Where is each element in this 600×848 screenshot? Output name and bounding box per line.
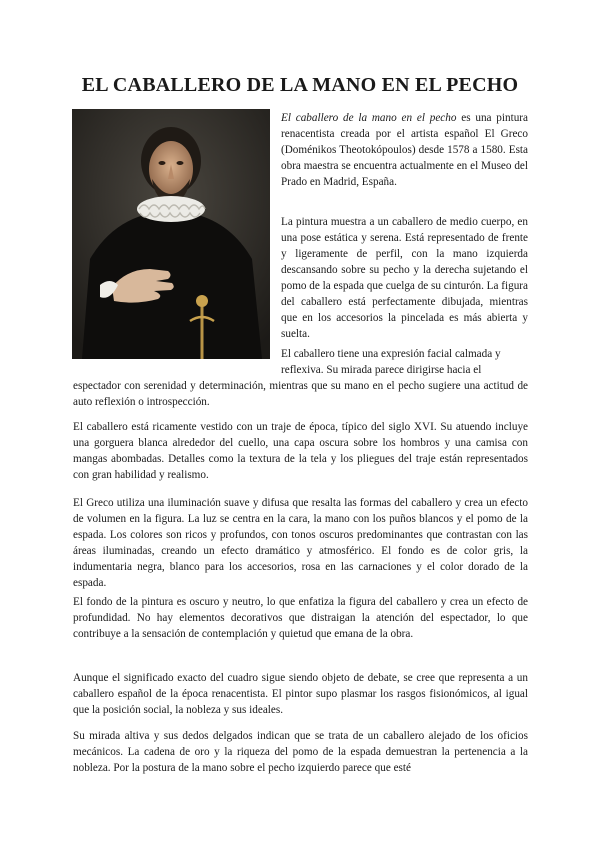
- painting-image: [72, 109, 270, 359]
- paragraph-lighting: [73, 495, 528, 591]
- paragraph-meaning: [73, 670, 528, 718]
- painting-title-italic: El caballero de la mano en el pecho: [281, 112, 457, 124]
- paragraph-intro: [281, 110, 528, 190]
- meaning-text: Aunque el significado exacto del cuadro sigue siendo objeto de debate, se cree que representa a un caballero español de la época renacentista. El pintor supo plasmar los rasgos fisionómicos, al igual que la posición social, la nobleza y sus ideales.: [73, 672, 528, 716]
- paragraph-pose: [281, 214, 528, 342]
- expression-rest: espectador con serenidad y determinación, mientras que su mano en el pecho sugiere una actitud de auto reflexión o introspección.: [73, 380, 528, 408]
- expression-line-2: reflexiva. Su mirada parece dirigirse hacia el: [281, 364, 482, 376]
- paragraph-background: [73, 594, 528, 642]
- paragraph-expression-end: [73, 378, 528, 410]
- paragraph-expression-start: [281, 346, 528, 378]
- page-title: EL CABALLERO DE LA MANO EN EL PECHO: [81, 74, 519, 96]
- intro-text: es una pintura renacentista creada por el artista español El Greco (Doménikos Theotokópoulos) desde 1578 a 1580. Esta obra maestra se encuentra actualmente en el Museo del Prado en Madrid, España.: [281, 112, 528, 188]
- gaze-text: Su mirada altiva y sus dedos delgados indican que se trata de un caballero alejado de los oficios mecánicos. La cadena de oro y la riqueza del pomo de la espada demuestran la pertenencia a la nobleza. Por la postura de la mano sobre el pecho izquierdo parece que esté: [73, 730, 528, 774]
- lighting-text: El Greco utiliza una iluminación suave y difusa que resalta las formas del caballero y crea un efecto de volumen en la figura. La luz se centra en la cara, la mano con los puños blancos y el pomo de la espada. Los colores son ricos y profundos, con tonos oscuros predominantes que contrastan con las áreas iluminadas, creando un efecto dramático y atmosférico. El fondo es de color gris, la indumentaria negra, blanco para los accesorios, rosa en las carnaciones y el color dorado de la espada.: [73, 497, 528, 589]
- paragraph-attire: [73, 419, 528, 483]
- expression-line-1: El caballero tiene una expresión facial calmada y: [281, 348, 501, 360]
- attire-text: El caballero está ricamente vestido con un traje de época, típico del siglo XVI. Su atuendo incluye una gorguera blanca alrededor del cuello, una capa oscura sobre los hombros y una camisa con mangas abombadas. Detalles como la textura de la tela y los pliegues del traje están representados con gran habilidad y realismo.: [73, 421, 528, 481]
- background-text: El fondo de la pintura es oscuro y neutro, lo que enfatiza la figura del caballero y crea un efecto de profundidad. No hay elementos decorativos que distraigan la atención del espectador, lo que contribuye a la sensación de contemplación y quietud que emana de la obra.: [73, 596, 528, 640]
- pose-text: La pintura muestra a un caballero de medio cuerpo, en una pose estática y serena. Está representado de frente y ligeramente de perfil, con la mano izquierda descansando sobre su pecho y la derecha sujetando el pomo de la espada que cuelga de su cinturón. La figura del caballero está perfectamente dibujada, mientras que en los accesorios la pincelada es más abierta y suelta.: [281, 216, 528, 340]
- paragraph-gaze: [73, 728, 528, 776]
